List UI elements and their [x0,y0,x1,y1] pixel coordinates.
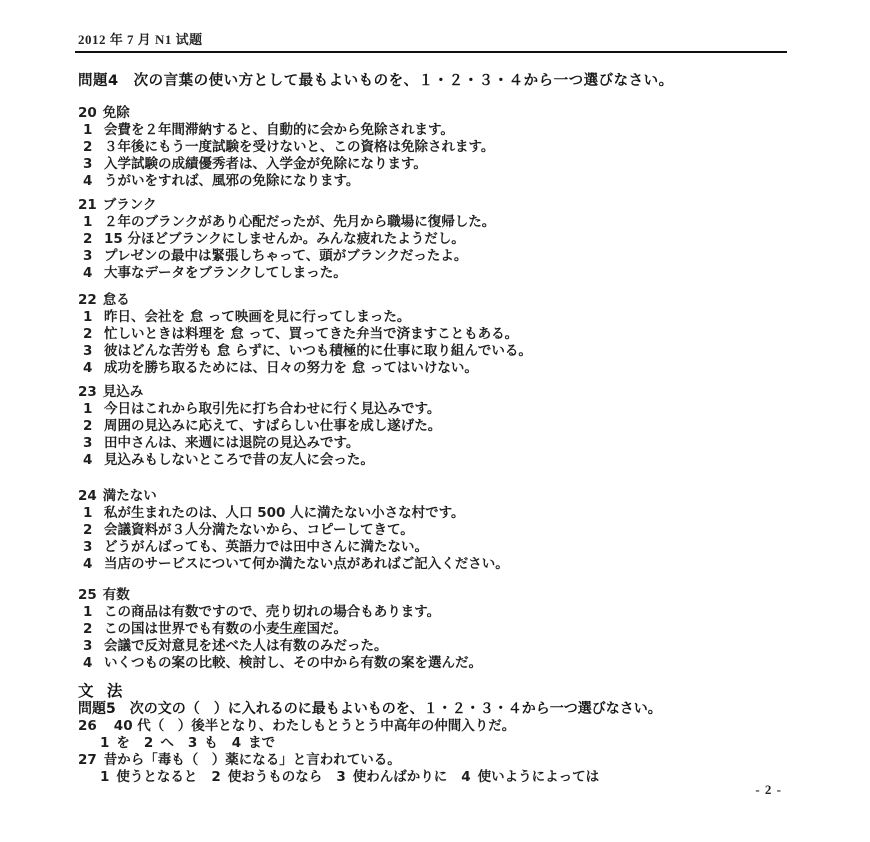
question-header [78,197,790,214]
answer-option [78,343,790,360]
option-text: いくつもの案の比較、検討し、その中から有数の案を選んだ。 [104,655,482,671]
answer-option [78,173,790,190]
option-text: 忙しいときは料理を 怠 って、買ってきた弁当で済ますこともある。 [104,326,519,342]
option-number: 1 [83,505,93,521]
vocab-question-21 [78,197,790,282]
option-text: 15 分ほどブランクにしませんか。みんな疲れたようだし。 [104,231,465,247]
option-text: 昨日、会社を 怠 って映画を見に行ってしまった。 [104,309,411,325]
question-word: ブランク [102,197,157,213]
answer-option [78,418,790,435]
inline-options [78,735,790,752]
answer-option [78,556,790,573]
grammar-section-title: 文 法 [78,682,127,700]
answer-option [232,735,275,752]
option-text: うがいをすれば、風邪の免除になります。 [104,173,360,189]
option-number: 2 [143,735,154,751]
answer-option [78,539,790,556]
option-text: 成功を勝ち取るためには、日々の努力を 怠 ってはいけない。 [104,360,478,376]
answer-option [100,769,197,786]
option-number: 1 [100,769,110,785]
option-number: 4 [83,360,93,376]
answer-option [211,769,322,786]
answer-option [78,214,790,231]
question-word: 免除 [102,105,130,121]
vocab-question-23 [78,384,790,469]
option-text: 今日はこれから取引先に打ち合わせに行く見込みです。 [104,401,441,417]
option-number: 3 [187,735,198,751]
question-text: 昔から「毒も（ ）薬になる」と言われている。 [103,752,401,768]
option-number: 4 [461,769,471,785]
answer-option [78,139,790,156]
question-number: 22 [78,292,97,308]
header-rule [75,51,787,53]
option-number: 3 [83,435,93,451]
question-word: 見込み [102,384,144,400]
answer-option [78,265,790,282]
question-number: 24 [78,488,97,504]
option-number: 3 [83,539,93,555]
option-number: 2 [83,522,93,538]
option-number: 4 [231,735,242,751]
option-text: 当店のサービスについて何か満たない点があればご記入ください。 [104,556,509,572]
option-text: まで [248,735,276,751]
question-header [78,292,790,309]
option-number: 1 [83,401,93,417]
grammar-question-27 [78,752,790,786]
option-number: 2 [83,621,93,637]
option-number: 1 [83,604,93,620]
answer-option [78,309,790,326]
document-header: 2012 年 7 月 N1 试题 [78,32,203,47]
option-text: 使いようによっては [477,769,600,785]
option-text: 会議で反対意見を述べた人は有数のみだった。 [104,638,388,654]
option-text: 使わんばかりに [352,769,448,785]
answer-option [78,231,790,248]
option-number: 4 [83,452,93,468]
question-word: 怠る [102,292,130,308]
option-text: 使おうものなら [227,769,323,785]
option-text: も [204,735,218,751]
option-number: 1 [83,122,93,138]
option-text: 会費を２年間滞納すると、自動的に会から免除されます。 [104,122,454,138]
option-text: へ [160,735,174,751]
option-text: 大事なデータをブランクしてしまった。 [104,265,347,281]
option-text: 周囲の見込みに応えて、すばらしい仕事を成し遂げた。 [104,418,442,434]
option-text: この国は世界でも有数の小麦生産国だ。 [104,621,347,637]
question-text: 40 代（ ）後半となり、わたしもとうとう中高年の仲間入りだ。 [113,718,516,734]
option-text: ３年後にもう一度試験を受けないと、この資格は免除されます。 [104,139,495,155]
question-number: 20 [78,105,97,121]
option-number: 3 [83,156,93,172]
option-number: 1 [83,309,93,325]
question-number: 26 [78,718,97,734]
answer-option [461,769,599,786]
grammar-question-26 [78,718,790,752]
answer-option [100,735,130,752]
answer-option [78,435,790,452]
answer-option [78,326,790,343]
option-number: 2 [83,231,93,247]
answer-option [78,505,790,522]
option-text: この商品は有数ですので、売り切れの場合もあります。 [104,604,441,620]
option-text: 使うとなると [116,769,198,785]
answer-option [78,452,790,469]
option-text: 彼はどんな苦労も 怠 らずに、いつも積極的に仕事に取り組んでいる。 [104,343,532,359]
inline-options [78,769,790,786]
answer-option [144,735,174,752]
option-text: ２年のブランクがあり心配だったが、先月から職場に復帰した。 [104,214,496,230]
question-number: 25 [78,587,97,603]
question-stem [78,752,790,769]
option-number: 4 [83,265,93,281]
vocab-question-20 [78,105,790,190]
answer-option [78,248,790,265]
option-text: どうがんばっても、英語力では田中さんに満たない。 [104,539,428,555]
question-word: 満たない [102,488,157,504]
question-header [78,587,790,604]
answer-option [78,522,790,539]
answer-option [78,655,790,672]
option-number: 1 [83,214,93,230]
answer-option [78,604,790,621]
question-word: 有数 [102,587,130,603]
question-header [78,384,790,401]
answer-option [188,735,218,752]
option-number: 1 [100,735,110,751]
question-number: 21 [78,197,97,213]
question-stem [78,718,790,735]
answer-option [78,621,790,638]
option-number: 2 [83,139,93,155]
option-text: プレゼンの最中は緊張しちゃって、頭がブランクだったよ。 [104,248,468,264]
question-number: 23 [78,384,97,400]
option-number: 3 [83,638,93,654]
answer-option [78,638,790,655]
option-number: 2 [211,769,221,785]
option-number: 3 [83,343,93,359]
vocab-section-instruction: 問題4 次の言葉の使い方として最もよいものを、１・２・３・４から一つ選びなさい。 [78,73,674,89]
answer-option [78,122,790,139]
option-text: 私が生まれたのは、人口 500 人に満たない小さな村です。 [104,505,465,521]
vocab-question-25 [78,587,790,672]
question-header [78,105,790,122]
answer-option [78,401,790,418]
option-number: 4 [83,173,93,189]
option-text: を [116,735,130,751]
question-number: 27 [78,752,97,768]
option-text: 入学試験の成績優秀者は、入学金が免除になります。 [104,156,427,172]
option-number: 3 [83,248,93,264]
option-text: 見込みもしないところで昔の友人に会った。 [104,452,374,468]
answer-option [336,769,447,786]
option-number: 2 [83,326,93,342]
page-number: - 2 - [755,782,782,797]
option-number: 3 [336,769,346,785]
option-number: 2 [83,418,93,434]
option-text: 会議資料が３人分満たないから、コピーしてきて。 [104,522,414,538]
option-text: 田中さんは、来週には退院の見込みです。 [104,435,360,451]
answer-option [78,360,790,377]
option-number: 4 [83,655,93,671]
page-content [78,32,790,786]
vocab-question-22 [78,292,790,377]
option-number: 4 [83,556,93,572]
vocab-question-24 [78,488,790,573]
answer-option [78,156,790,173]
question-header [78,488,790,505]
grammar-section-instruction: 問題5 次の文の（ ）に入れるのに最もよいものを、１・２・３・４から一つ選びなさい。 [78,701,662,717]
